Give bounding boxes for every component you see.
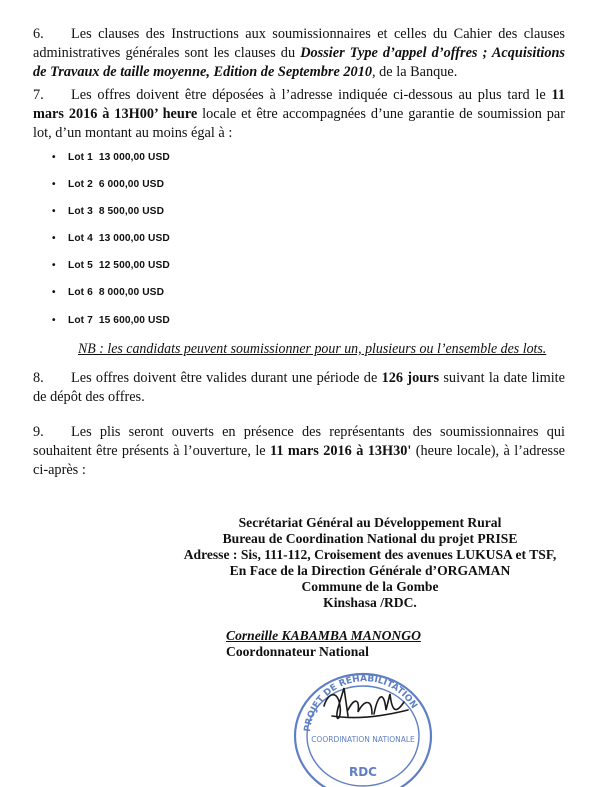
lot-item bbox=[52, 178, 164, 192]
bullet-icon: • bbox=[52, 287, 56, 298]
seal-bottom-text: RDC bbox=[348, 765, 378, 779]
nb-note: NB : les candidats peuvent soumissionner pour un, plusieurs ou l’ensemble des lots. bbox=[78, 341, 547, 357]
clause-number: 6. bbox=[33, 26, 44, 42]
clause-number: 9. bbox=[33, 424, 44, 440]
clause-text-segment: suivant la date limite de dépôt des offres. bbox=[33, 370, 565, 405]
lot-amount: 15 600,00 USD bbox=[98, 315, 170, 326]
address-block bbox=[180, 515, 560, 611]
lot-item bbox=[52, 286, 164, 300]
lot-amount: 8 500,00 USD bbox=[98, 206, 165, 217]
clause-text-segment: Dossier Type d’appel d’offres ; Acquisitions de Travaux de taille moyenne, Edition de Septembre 2010 bbox=[33, 45, 565, 80]
lot-item bbox=[52, 259, 170, 273]
bullet-icon: • bbox=[52, 206, 56, 217]
clause-text-segment: 11 mars 2016 à 13H30' bbox=[270, 443, 412, 459]
clause-text-segment: (heure locale), à l’adresse ci-après : bbox=[33, 443, 566, 478]
clause-text-segment: Les offres doivent être valides durant une période de bbox=[71, 370, 382, 386]
lot-item bbox=[52, 314, 170, 328]
lot-label: Lot 6 bbox=[68, 287, 93, 298]
lot-label: Lot 4 bbox=[68, 233, 93, 244]
bullet-icon: • bbox=[52, 260, 56, 271]
clause-8 bbox=[33, 369, 565, 407]
lot-label: Lot 2 bbox=[68, 179, 93, 190]
clause-number: 7. bbox=[33, 87, 44, 103]
lot-label: Lot 7 bbox=[68, 315, 93, 326]
lot-item bbox=[52, 232, 170, 246]
lot-label: Lot 5 bbox=[68, 260, 93, 271]
official-seal bbox=[288, 654, 438, 787]
lot-amount: 8 000,00 USD bbox=[98, 287, 165, 298]
clause-text-segment: 126 jours bbox=[381, 370, 440, 386]
clause-text-segment: locale et être accompagnées d’une garantie de soumission par lot, d’un montant au moins égal à : bbox=[33, 106, 565, 141]
lot-amount: 12 500,00 USD bbox=[98, 260, 170, 271]
bullet-icon: • bbox=[52, 315, 56, 326]
signatory-title: Coordonnateur National bbox=[226, 644, 369, 659]
lot-amount: 13 000,00 USD bbox=[98, 233, 170, 244]
lot-amount: 6 000,00 USD bbox=[98, 179, 165, 190]
address-line: Commune de la Gombe bbox=[301, 579, 439, 594]
bullet-icon: • bbox=[52, 233, 56, 244]
address-line: Bureau de Coordination National du projet PRISE bbox=[222, 531, 518, 546]
svg-text:PROJET DE REHABILITATION bbox=[303, 674, 419, 732]
lot-label: Lot 3 bbox=[68, 206, 93, 217]
clause-text-segment: Les clauses des Instructions aux soumissionnaires et celles du Cahier des clauses administratives générales sont les clauses du bbox=[33, 26, 565, 61]
clause-6 bbox=[33, 25, 565, 82]
address-line: Secrétariat Général au Développement Rural bbox=[238, 515, 502, 530]
bullet-icon: • bbox=[52, 152, 56, 163]
lot-amount: 13 000,00 USD bbox=[98, 152, 170, 163]
lot-item bbox=[52, 205, 164, 219]
clause-number: 8. bbox=[33, 370, 44, 386]
lot-item bbox=[52, 151, 170, 165]
clause-text-segment: , de la Banque. bbox=[372, 64, 458, 80]
clause-7 bbox=[33, 86, 565, 143]
signatory-name: Corneille KABAMBA MANONGO bbox=[226, 628, 421, 643]
clause-9 bbox=[33, 423, 565, 480]
seal-center-text: COORDINATION NATIONALE bbox=[311, 735, 415, 744]
address-line: Adresse : Sis, 111-112, Croisement des avenues LUKUSA et TSF, bbox=[183, 547, 557, 562]
lot-label: Lot 1 bbox=[68, 152, 93, 163]
seal-ring-text: PROJET DE REHABILITATION bbox=[302, 674, 419, 733]
address-line: Kinshasa /RDC. bbox=[323, 595, 417, 610]
clause-text-segment: Les offres doivent être déposées à l’adresse indiquée ci-dessous au plus tard le bbox=[71, 87, 552, 103]
clause-text-segment: 11 mars 2016 à 13H00’ heure bbox=[33, 87, 565, 122]
bullet-icon: • bbox=[52, 179, 56, 190]
address-line: En Face de la Direction Générale d’ORGAMAN bbox=[229, 563, 511, 578]
clause-text-segment: Les plis seront ouverts en présence des représentants des soumissionnaires qui souhaitent être présents à l’ouverture, le bbox=[33, 424, 565, 459]
